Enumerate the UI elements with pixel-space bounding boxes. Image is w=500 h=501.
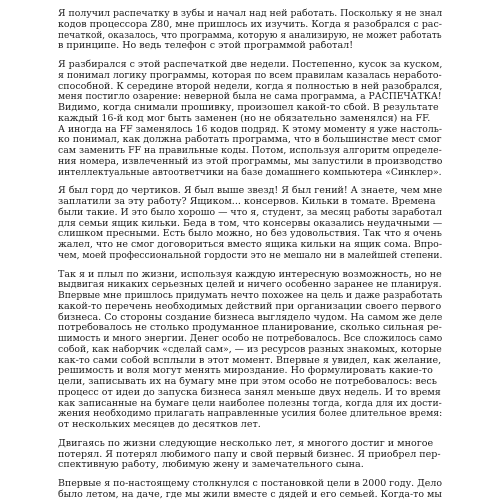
- text-line: спективную работу, любимую жену и замечательного сына.: [58, 460, 364, 471]
- text-line: бизнеса. Со стороны создание бизнеса выглядело чудом. На самом же деле: [58, 311, 443, 323]
- text-line: для семьи ящик кильки. Беда в том, что консервы оказались неудачными —: [58, 217, 443, 229]
- text-line: решимость и воля могут менять мироздание. Но формулировать какие-то: [58, 366, 433, 377]
- text-line: цели, записывать их на бумагу мне при этом особо не потребовалось: весь: [58, 377, 437, 387]
- text-line: Впервые я по-настоящему столкнулся с постановкой цели в 2000 году. Дело: [58, 478, 443, 489]
- text-line: меня постигло озарение: неверной была не сама программа, а РАСПЕЧАТКА!: [58, 91, 442, 103]
- text-line: сам заменить FF на правильные коды. Потом, используя алгоритм определе-: [58, 145, 442, 156]
- text-line: шимость и много энергии. Денег особо не потребовалось. Все сложилось само: [58, 333, 443, 344]
- text-line: жалел, что не смог договориться вместо ящика кильки на ящик сома. Впро-: [58, 239, 443, 250]
- text-line: интеллектуальные автоответчики на базе домашнего компьютера «Синклер».: [58, 166, 442, 178]
- paragraph-life: [58, 270, 442, 431]
- text-line: слишком пресными. Есть было можно, но без удовольствия. Так что я очень: [58, 228, 442, 240]
- paragraph-payment: [58, 186, 442, 261]
- text-line: Так я и плыл по жизни, используя каждую интересную возможность, но не: [58, 268, 442, 280]
- text-line: ния номера, извлеченный из этой программы, мы запустили в производство: [58, 155, 443, 167]
- text-line: я понимал логику программы, которая по всем правилам казалась неработо-: [58, 69, 442, 81]
- text-line: собой, как наборчик «сделай сам», — из ресурсов разных знакомых, которые: [58, 343, 442, 355]
- text-line: выдвигая никаких серьезных целей и ничего особенно заранее не планируя.: [58, 279, 442, 291]
- text-line: как-то сами собой всплыли в этот момент. Впервые я увидел, как желание,: [58, 355, 442, 366]
- text-line: Впервые мне пришлось придумать нечто похожее на цель и даже разработать: [58, 290, 443, 301]
- text-line: процесс от идеи до запуска бизнеса занял меньше двух недель. И то время: [58, 387, 441, 398]
- text-line: Я разбирался с этой распечаткой две недели. Постепенно, кусок за куском,: [58, 59, 443, 70]
- text-line: Двигаясь по жизни следующие несколько лет, я многого достиг и многое: [58, 438, 434, 449]
- text-line: были такие. И это было хорошо — что я, студент, за месяц работы заработал: [58, 206, 442, 218]
- text-line: заплатили за эту работу? Ящиком... консервов. Кильки в томате. Времена: [58, 197, 436, 207]
- text-line: чем, моей профессиональной гордости это не мешало ни в малейшей степени.: [58, 249, 443, 261]
- text-line: способной. К середине второй недели, когда я полностью в ней разобрался,: [58, 80, 443, 92]
- text-line: печаткой, оказалось, что программа, которую я анализирую, не может работать: [58, 29, 442, 41]
- text-line: в принципе. Но ведь телефон с этой программой работал!: [58, 41, 354, 52]
- text-line: было летом, на даче, где мы жили вместе с дядей и его семьей. Когда-то мы: [58, 488, 442, 500]
- text-line: ко понимал, как должна работать программа, что в большинстве мест смог: [58, 134, 442, 146]
- text-line: каждый 16-й код мог быть заменен (но не обязательно заменялся) на FF.: [58, 113, 431, 124]
- paragraph-analysis: [58, 60, 442, 178]
- paragraph-years: [58, 439, 442, 471]
- paragraph-goal-2000: [58, 479, 442, 501]
- text-line: жения необходимо прилагать направленные усилия более длительное время:: [58, 408, 443, 420]
- text-line: от нескольких месяцев до десятков лет.: [58, 420, 261, 430]
- text-line: потребовалось не столько продуманное планирование, сколько сильная ре-: [58, 322, 442, 334]
- text-line: Я получил распечатку в зубы и начал над ней работать. Поскольку я не знал: [58, 8, 443, 19]
- paragraph-printout: [58, 9, 442, 52]
- text-line: потерял. Я потерял любимого папу и свой первый бизнес. Я приобрел пер-: [58, 449, 441, 460]
- text-line: Я был горд до чертиков. Я был выше звезд! Я был гений! А знаете, чем мне: [58, 185, 443, 197]
- text-line: Видимо, когда снимали прошивку, произошел какой-то сбой. В результате: [58, 103, 439, 113]
- text-line: А иногда на FF заменялось 16 кодов подряд. К этому моменту я уже настоль-: [58, 123, 442, 135]
- text-line: какой-то перечень необходимых действий при организации своего первого: [58, 301, 442, 312]
- text-line: кодов процессора Z80, мне пришлось их изучить. Когда я разобрался с рас-: [58, 18, 442, 30]
- text-line: как записанные на бумаге цели наиболее полезны тогда, когда для их дости-: [58, 397, 442, 409]
